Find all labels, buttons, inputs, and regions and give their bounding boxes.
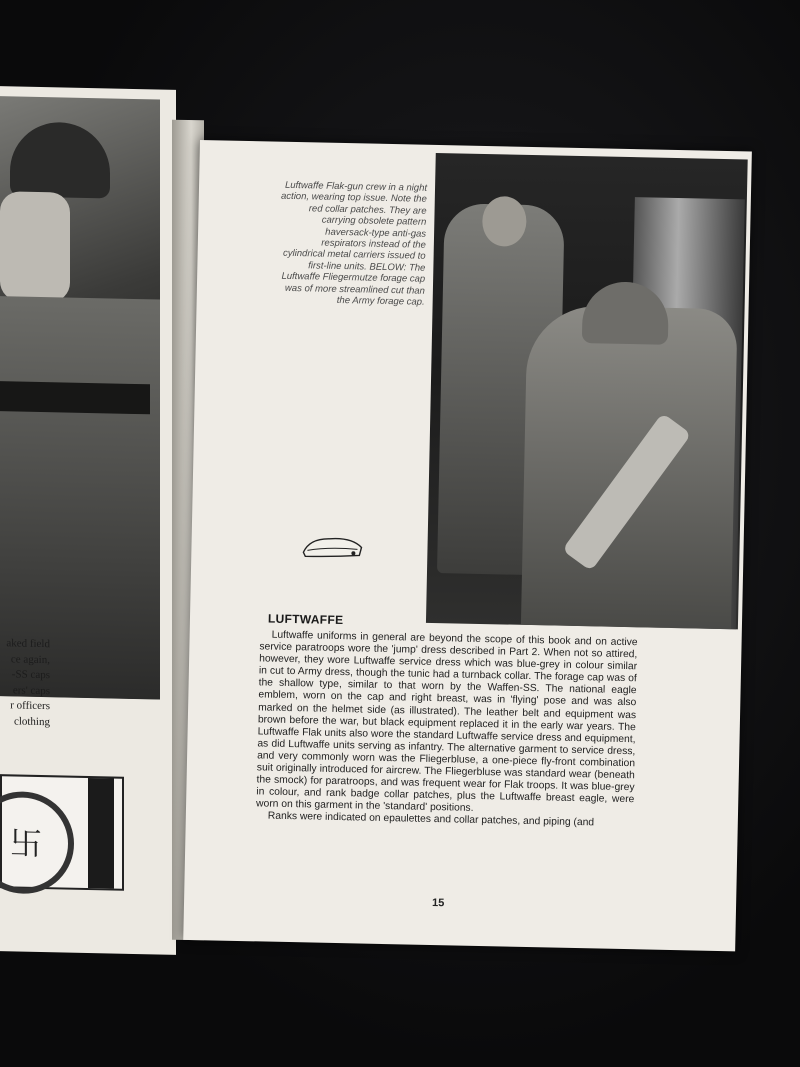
soldier-head <box>482 196 527 247</box>
left-line: aked field <box>6 637 50 651</box>
right-book-page <box>183 140 752 951</box>
soldier-belt <box>0 381 150 414</box>
left-line: -SS caps <box>11 668 50 682</box>
paragraph: Luftwaffe uniforms in general are beyond the scope of this book and on active service paratroops wore the 'jump' dress described in Part 2. When not so attired, however, they wore Luftwaffe service dress which was blue-grey in colour similar in cut to Army dress, though the tunic had a turnback collar. The forage cap was of the shallow type, similar to that worn by the Waffen-SS. The national eagle emblem, worn on the cap and right breast, was in 'flying' pose and was also marked on the helmet side (as illustrated). The leather belt and equipment was brown before the war, but black equipment replaced it in the early war years. The Luftwaffe Flak units also wore the standard Luftwaffe service dress and equipment, as did Luftwaffe units serving as infantry. The alternative garment to service dress, and very commonly worn was the Fliegerbluse, a one-piece fly-front combination suit originally introduced for aircrew. The Fliegerbluse was standard wear (beneath the smock) for paratroops, and was frequent wear for Flak troops. It was blue-grey in colour, and rank badge collar patches, plus the Luftwaffe breast eagle, were worn on this garment in the 'standard' positions. <box>255 629 638 815</box>
left-emblem-illustration <box>0 774 124 891</box>
body-text <box>256 629 638 830</box>
left-line: ce again, <box>10 652 50 666</box>
section-title: LUFTWAFFE <box>267 611 344 628</box>
left-book-page <box>0 86 176 955</box>
left-soldier-photo <box>0 96 160 699</box>
left-line: ers' caps <box>12 683 50 697</box>
paragraph: Ranks were indicated on epaulettes and collar patches, and piping (and <box>267 810 595 829</box>
flak-crew-photo <box>426 153 748 629</box>
soldier-face <box>0 191 70 302</box>
page-number: 15 <box>431 897 445 910</box>
soldier-helmet <box>10 121 110 198</box>
left-line: r officers <box>10 699 50 713</box>
forage-cap-illustration <box>299 532 366 561</box>
emblem-symbol: 卐 <box>10 825 43 863</box>
left-page-text <box>6 636 50 730</box>
photo-caption: Luftwaffe Flak-gun crew in a night action, wearing top issue. Note the red collar patches. They are carrying obsolete pattern haversack-type anti-gas respirators instead of the cylindrical metal carriers issued to first-line units. BELOW: The Luftwaffe Fliegermutze forage cap was of more streamlined cut than the Army forage cap. <box>280 179 428 308</box>
left-line: clothing <box>13 714 50 728</box>
emblem-dark-band <box>88 778 114 889</box>
